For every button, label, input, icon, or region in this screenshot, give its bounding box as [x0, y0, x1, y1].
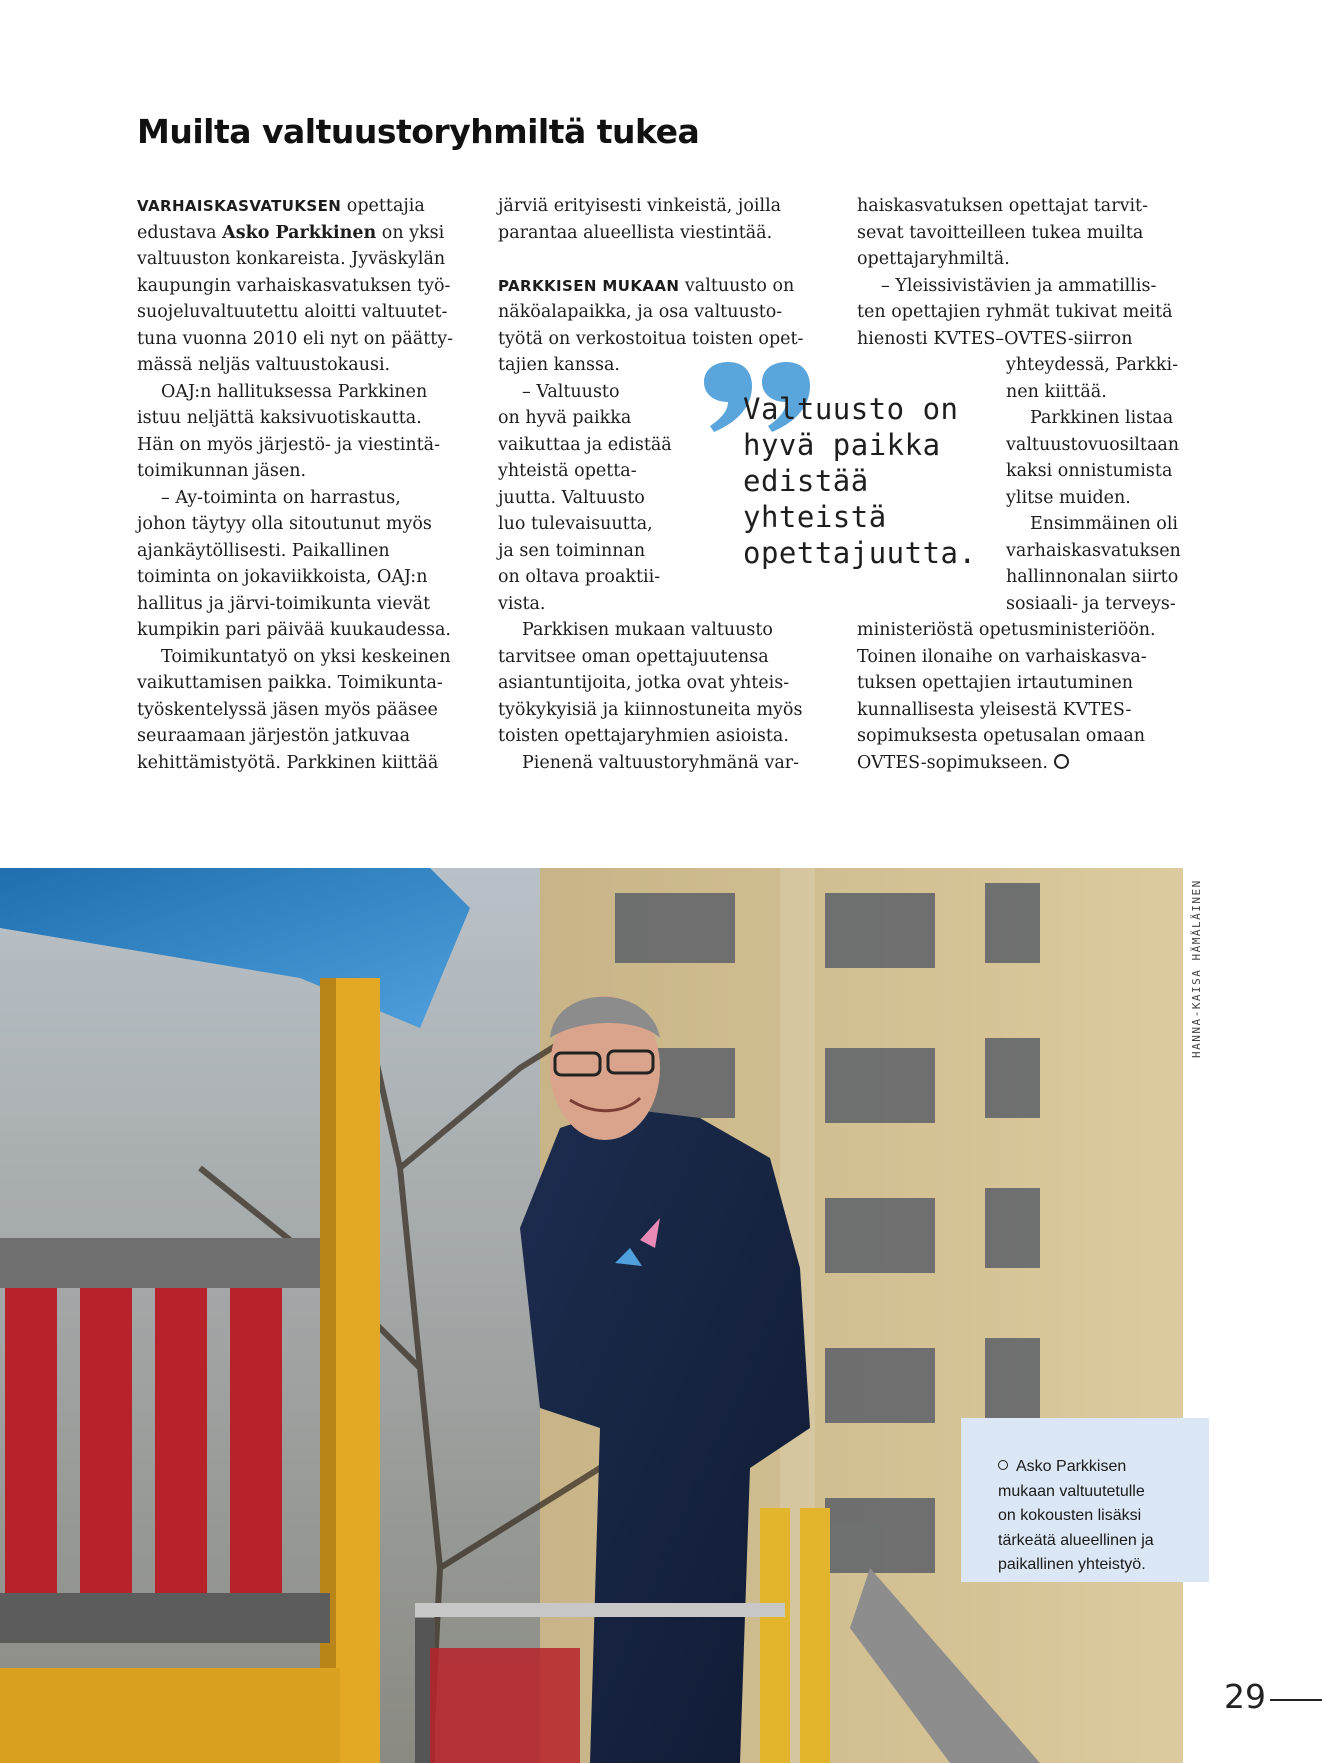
text-run: juutta. Valtuusto: [498, 487, 645, 508]
text-line: [857, 644, 1147, 670]
pull-quote-line: Valtuusto on: [743, 392, 959, 426]
text-run: edustava: [137, 222, 223, 243]
text-run: opettajaryhmiltä.: [857, 249, 1010, 269]
text-run: Parkkinen listaa: [1030, 408, 1174, 428]
text-line: [522, 750, 799, 776]
text-run: opettajia: [341, 196, 425, 216]
page-number: 29: [1224, 1677, 1266, 1716]
text-line: [857, 326, 1132, 352]
photo-credit: HANNA-KAISA HÄMÄLÄINEN: [1190, 879, 1203, 1058]
text-run: tajien kanssa.: [498, 355, 620, 375]
text-line: [498, 299, 782, 325]
text-run: ylitse muiden.: [1006, 487, 1131, 508]
text-run: – Valtuusto: [522, 381, 620, 402]
text-line: [857, 617, 1156, 643]
text-run: järviä erityisesti vinkeistä, joilla: [498, 196, 782, 216]
text-line: [137, 246, 445, 272]
pull-quote-line: hyvä paikka: [743, 428, 941, 462]
caption-text: on kokousten lisäksi: [998, 1507, 1142, 1524]
text-line: [1006, 352, 1178, 378]
text-run: – Yleissivistävien ja ammatillis-: [881, 275, 1157, 296]
text-run: vaikuttamisen paikka. Toimikunta-: [137, 673, 443, 693]
text-line: [137, 670, 443, 696]
text-run: vaikuttaa ja edistää: [498, 434, 672, 455]
text-line: [498, 644, 769, 670]
text-line: [498, 511, 653, 537]
text-line: [137, 750, 438, 776]
text-line: [137, 432, 440, 458]
text-line: [498, 591, 546, 617]
caption-text: paikallinen yhteistyö.: [998, 1556, 1146, 1573]
text-line: [137, 220, 444, 246]
text-line: [137, 405, 422, 431]
text-line: [1006, 591, 1176, 617]
text-run: Hän on myös järjestö- ja viestintä-: [137, 434, 441, 455]
text-run: hallitus ja järvi-toimikunta vievät: [137, 593, 431, 614]
text-run: Toinen ilonaihe on varhaiskasva-: [857, 646, 1147, 667]
text-line: [137, 538, 390, 564]
text-run: toiminta on jokaviikkoista, OAJ:n: [137, 567, 428, 587]
text-line: [1030, 405, 1173, 431]
text-run: ja sen toiminnan: [498, 540, 646, 561]
text-run: varhaiskasvatuksen: [1006, 540, 1181, 561]
pull-quote-line: edistää: [743, 464, 869, 498]
text-run: vista.: [498, 593, 546, 614]
caption-text: mukaan valtuutetulle: [998, 1482, 1145, 1500]
text-run: on yksi: [376, 222, 445, 243]
text-line: [1006, 458, 1172, 484]
text-run: on oltava proaktii-: [498, 567, 661, 587]
text-line: [857, 220, 1143, 246]
text-run: yhteydessä, Parkki-: [1006, 355, 1179, 375]
text-line: [137, 564, 427, 590]
text-line: [498, 352, 620, 378]
text-run: ten opettajien ryhmät tukivat meitä: [857, 302, 1173, 322]
text-line: [137, 352, 390, 378]
text-line: [161, 644, 451, 670]
text-run: sopimuksesta opetusalan omaan: [857, 726, 1146, 746]
portrait-photo: [0, 868, 1183, 1763]
text-line: [498, 485, 645, 511]
text-run: tarvitsee oman opettajuutensa: [498, 646, 769, 667]
text-run: ajankäytöllisesti. Paikallinen: [137, 540, 390, 561]
caption-line: [998, 1529, 1191, 1554]
caption-line: [998, 1455, 1191, 1480]
text-line: [498, 723, 789, 749]
text-run: yhteistä opetta-: [498, 461, 637, 481]
text-run: istuu neljättä kaksivuotiskautta.: [137, 408, 422, 428]
caption-text: Asko Parkkisen: [1016, 1458, 1127, 1475]
text-line: [161, 485, 401, 511]
text-run: hienosti KVTES–OVTES-siirron: [857, 328, 1133, 349]
text-line: [881, 273, 1156, 299]
caption-text: tärkeätä alueellinen ja: [998, 1531, 1154, 1549]
text-line: [1006, 432, 1179, 458]
text-line: [137, 697, 438, 723]
text-line: [137, 299, 447, 325]
text-line: [137, 591, 430, 617]
text-line: [857, 723, 1145, 749]
text-run: sevat tavoitteilleen tukea muilta: [857, 222, 1144, 243]
text-run: valtuuston konkareista. Jyväskylän: [137, 249, 446, 269]
text-run: kaupungin varhaiskasvatuksen työ-: [137, 275, 451, 296]
text-run: valtuustovuosiltaan: [1006, 434, 1180, 455]
photo-caption: [961, 1418, 1209, 1582]
text-run: parantaa alueellista viestintää.: [498, 222, 773, 243]
text-line: [498, 697, 802, 723]
text-run: on hyvä paikka: [498, 408, 632, 428]
text-run: kunnallisesta yleisestä KVTES-: [857, 699, 1132, 720]
text-run: kumpikin pari päivää kuukaudessa.: [137, 620, 451, 640]
text-run: toisten opettajaryhmien asioista.: [498, 726, 789, 746]
text-line: [137, 458, 306, 484]
text-line: [498, 538, 645, 564]
text-line: [498, 326, 803, 352]
caption-bullet-icon: [998, 1460, 1008, 1470]
text-run: Toimikuntatyö on yksi keskeinen: [161, 646, 451, 667]
text-line: [522, 379, 620, 405]
text-run: työskentelyssä jäsen myös pääsee: [137, 699, 438, 720]
text-run: kehittämistyötä. Parkkinen kiittää: [137, 752, 439, 773]
text-run: työkykyisiä ja kiinnostuneita myös: [498, 699, 803, 720]
caption-line: [998, 1553, 1191, 1578]
person-name: Asko Parkkinen: [222, 222, 377, 243]
text-run: seuraamaan järjestön jatkuvaa: [137, 726, 411, 746]
text-line: [857, 246, 1010, 272]
text-line: [1006, 564, 1178, 590]
text-line: [498, 458, 637, 484]
text-line: [498, 193, 781, 219]
text-line: [857, 670, 1133, 696]
article-heading: Muilta valtuustoryhmiltä tukea: [137, 112, 700, 151]
text-run: ministeriöstä opetusministeriöön.: [857, 620, 1156, 640]
text-run: tuksen opettajien irtautuminen: [857, 673, 1133, 693]
text-run: Pienenä valtuustoryhmänä var-: [522, 752, 800, 773]
text-line: [1006, 538, 1181, 564]
text-run: – Ay-toiminta on harrastus,: [161, 487, 401, 508]
text-line: [857, 299, 1173, 325]
page-number-rule: [1270, 1699, 1322, 1701]
text-run: Parkkisen mukaan valtuusto: [522, 620, 773, 640]
text-run: OVTES-sopimukseen.: [857, 752, 1048, 773]
text-line: [137, 273, 450, 299]
end-mark-icon: [1054, 754, 1069, 769]
text-line: [857, 750, 1069, 776]
text-run: tuna vuonna 2010 eli nyt on päätty-: [137, 328, 454, 349]
text-run: toimikunnan jäsen.: [137, 461, 307, 481]
text-line: [137, 193, 425, 219]
text-line: [498, 670, 789, 696]
text-line: [137, 511, 432, 537]
text-run: Ensimmäinen oli: [1030, 514, 1179, 534]
text-run: johon täytyy olla sitoutunut myös: [137, 514, 432, 534]
caption-line: [998, 1480, 1191, 1505]
text-run: asiantuntijoita, jotka ovat yhteis-: [498, 673, 790, 693]
text-run: valtuusto on: [679, 275, 795, 296]
pull-quote-line: opettajuutta.: [743, 536, 977, 570]
lead-in: PARKKISEN MUKAAN: [498, 276, 680, 295]
text-line: [498, 405, 631, 431]
text-run: mässä neljäs valtuustokausi.: [137, 355, 391, 375]
text-run: hallinnonalan siirto: [1006, 567, 1179, 587]
text-line: [1030, 511, 1178, 537]
text-run: luo tulevaisuutta,: [498, 514, 653, 534]
text-run: haiskasvatuksen opettajat tarvit-: [857, 196, 1149, 216]
text-line: [498, 432, 672, 458]
text-line: [161, 379, 427, 405]
text-run: kaksi onnistumista: [1006, 461, 1173, 481]
text-line: [857, 193, 1148, 219]
text-line: [137, 617, 451, 643]
text-line: [857, 697, 1131, 723]
text-run: suojeluvaltuutettu aloitti valtuutet-: [137, 302, 448, 322]
lead-in: VARHAISKASVATUKSEN: [137, 197, 342, 215]
text-line: [498, 273, 794, 299]
text-line: [498, 564, 660, 590]
text-line: [1006, 485, 1131, 511]
text-line: [522, 617, 773, 643]
text-line: [137, 326, 453, 352]
caption-line: [998, 1504, 1191, 1529]
text-run: OAJ:n hallituksessa Parkkinen: [161, 381, 428, 402]
text-run: sosiaali- ja terveys-: [1006, 593, 1176, 614]
text-line: [137, 723, 410, 749]
text-line: [498, 220, 772, 246]
text-run: työtä on verkostoitua toisten opet-: [498, 328, 804, 349]
pull-quote-line: yhteistä: [743, 500, 887, 534]
text-run: nen kiittää.: [1006, 381, 1107, 402]
text-run: näköalapaikka, ja osa valtuusto-: [498, 302, 783, 322]
text-line: [1006, 379, 1107, 405]
